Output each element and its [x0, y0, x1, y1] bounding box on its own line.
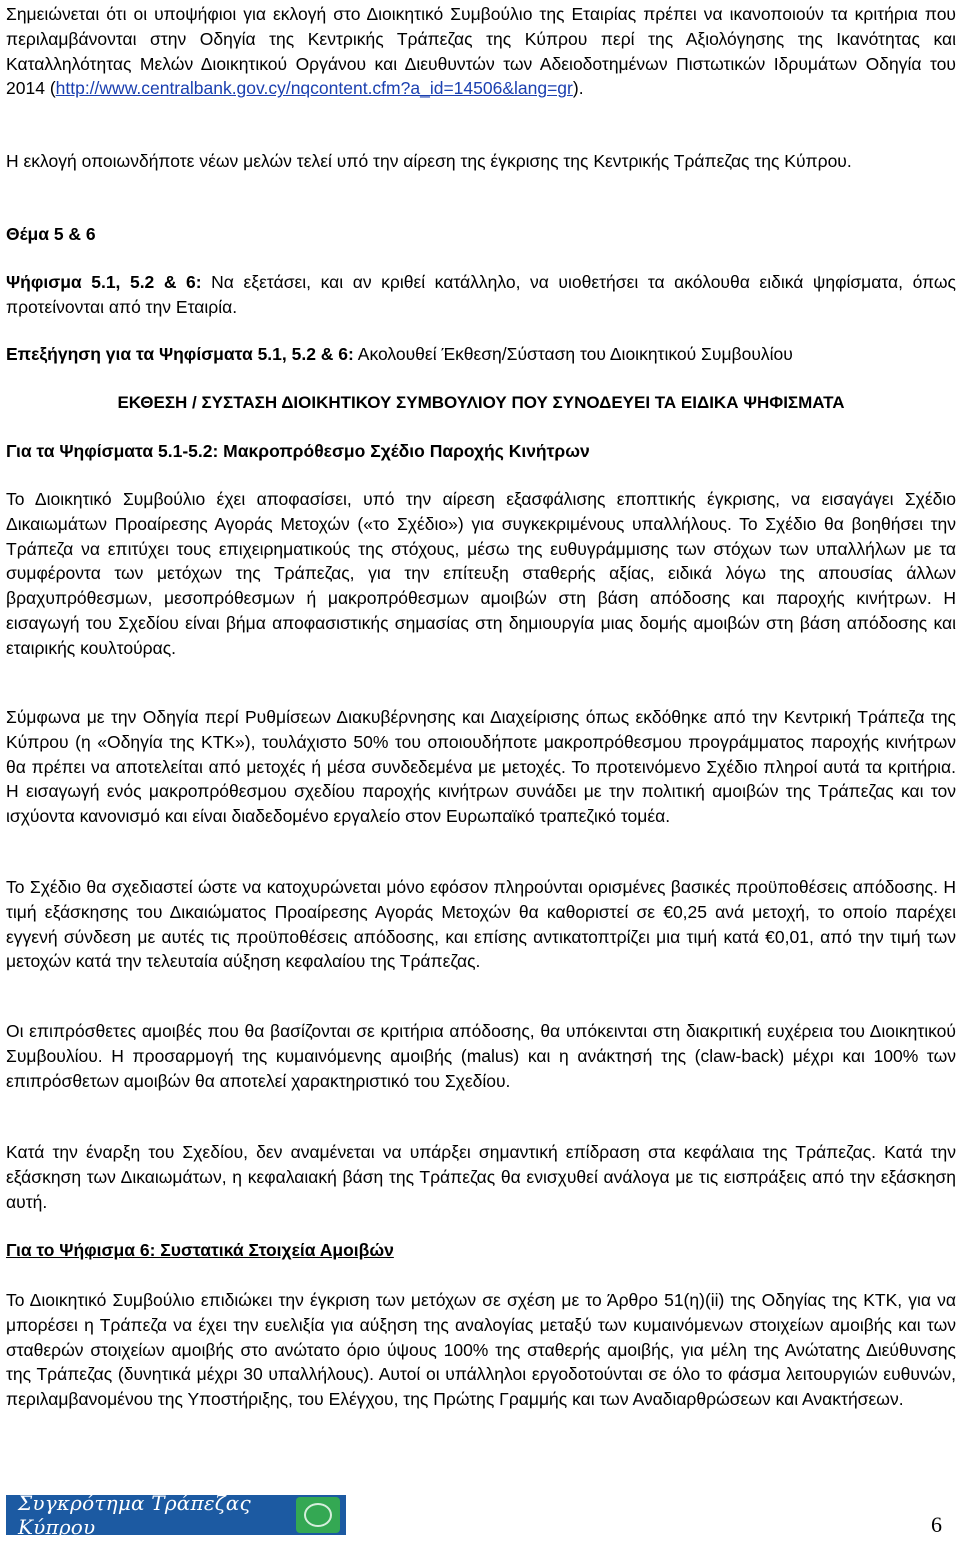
resolution-label: Ψήφισμα 5.1, 5.2 & 6:	[6, 272, 202, 292]
section2-heading: Για το Ψήφισμα 6: Συστατικά Στοιχεία Αμοιβών	[6, 1240, 394, 1260]
paragraph-exercise-price: Το Σχέδιο θα σχεδιαστεί ώστε να κατοχυρώνεται μόνο εφόσον πληρούνται ορισμένες βασικές προϋποθέσεις απόδοσης. Η τιμή εξάσκησης του Δικαιώματος Προαίρεσης Αγοράς Μετοχών θα καθοριστεί σε €0,25 ανά μετοχή, το οποίο παρέχει εγγενή σύνδεση με αυτές τις προϋποθέσεις απόδοσης, και επίσης αντικατοπτρίζει μια τιμή κατά €0,01, από την τιμή των μετοχών κατά την τελευταία αύξηση κεφαλαίου της Τράπεζας.	[6, 877, 956, 972]
paragraph-additional-remuneration: Οι επιπρόσθετες αμοιβές που θα βασίζονται σε κριτήρια απόδοσης, θα υπόκεινται στη διακριτική ευχέρεια του Διοικητικού Συμβουλίου. Η προσαρμογή της κυμαινόμενης αμοιβής (malus) και η ανάκτησή της (claw-back) μέχρι και 100% των επιπρόσθετων αμοιβών θα αποτελεί χαρακτηριστικό του Σχεδίου.	[6, 1021, 956, 1091]
section1-heading: Για τα Ψηφίσματα 5.1-5.2: Μακροπρόθεσμο Σχέδιο Παροχής Κινήτρων	[6, 441, 590, 461]
resolution-text: Να εξετάσει, και αν κριθεί κατάλληλο, να υιοθετήσει τα ακόλουθα ειδικά ψηφίσματα, όπως προτείνονται από την Εταιρία.	[6, 272, 956, 317]
explanation-label: Επεξήγηση για τα Ψηφίσματα 5.1, 5.2 & 6:	[6, 344, 354, 364]
central-bank-link[interactable]: http://www.centralbank.gov.cy/nqcontent.cfm?a_id=14506&lang=gr	[55, 78, 573, 99]
resolution-paragraph	[6, 270, 956, 320]
paragraph-directive: Σύμφωνα με την Οδηγία περί Ρυθμίσεων Διακυβέρνησης και Διαχείρισης όπως εκδόθηκε από την Κεντρική Τράπεζα της Κύπρου (η «Οδηγία της ΚΤΚ»), τουλάχιστο 50% του οποιουδήποτε μακροπρόθεσμου προγράμματος παροχής κινήτρων θα πρέπει να αποτελείται από μετοχές ή μέσα συνδεδεμένα με μετοχές. Το προτεινόμενο Σχέδιο πληροί αυτά τα κριτήρια. Η εισαγωγή ενός μακροπρόθεσμου σχεδίου παροχής κινήτρων συνάδει με την πολιτική αμοιβών της Τράπεζας και τον ισχύοντα κανονισμό και είναι διαδεδομένο εργαλείο στον Ευρωπαϊκό τραπεζικό τομέα.	[6, 707, 956, 827]
paragraph-capital-impact: Κατά την έναρξη του Σχεδίου, δεν αναμένεται να υπάρξει σημαντική επίδραση στα κεφάλαια της Τράπεζας. Κατά την εξάσκηση των Δικαιωμάτων, η κεφαλαιακή βάση της Τράπεζας θα ενισχυθεί ανάλογα με τις εισπράξεις από την εξάσκηση αυτή.	[6, 1142, 956, 1212]
bank-of-cyprus-logo	[6, 1491, 346, 1539]
intro-paragraph	[6, 2, 956, 101]
link-open: (	[49, 78, 56, 99]
community-building-logo-icon	[296, 1497, 340, 1533]
intro-text: Σημειώνεται ότι οι υποψήφιοι για εκλογή στο Διοικητικό Συμβούλιο της Εταιρίας πρέπει να ικανοποιούν τα κριτήρια που περιλαμβάνονται στην Οδηγία της Κεντρικής Τράπεζας της Κύπρου περί της Αξιολόγησης της Ικανότητας και Καταλληλότητας Μελών Διοικητικού Οργάνου και Διευθυντών των Αδειοδοτημένων Πιστωτικών Ιδρυμάτων Οδηγία του 2014	[6, 4, 956, 99]
explanation-paragraph	[6, 342, 956, 367]
paragraph-remuneration-components: Το Διοικητικό Συμβούλιο επιδιώκει την έγκριση των μετόχων σε σχέση με το Άρθρο 51(η)(ii) της Οδηγίας της ΚΤΚ, για να μπορέσει η Τράπεζα να έχει την ευελιξία για αύξηση της αναλογίας μεταξύ των κυμαινόμενων στοιχείων αμοιβής και των σταθερών στοιχείων αμοιβής στο ανώτατο όριο ύψους 100% της σταθερής αμοιβής, για μέλη της Ανώτατης Διεύθυνσης της Τράπεζας (δυνητικά μέχρι 30 υπαλλήλους). Αυτοί οι υπάλληλοι εργοδοτούνται σε όλο το φάσμα λειτουργιών ευθυνών, περιλαμβανομένου της Υποστήριξης, του Ελέγχου, της Πρώτης Γραμμής και των Αναδιαρθρώσεων και Ανακτήσεων.	[6, 1290, 956, 1410]
election-paragraph: Η εκλογή οποιωνδήποτε νέων μελών τελεί υπό την αίρεση της έγκρισης της Κεντρικής Τράπεζας της Κύπρου.	[6, 151, 852, 171]
logo-text: Συγκρότημα Τράπεζας Κύπρου	[18, 1491, 251, 1539]
report-title: ΕΚΘΕΣΗ / ΣΥΣΤΑΣΗ ΔΙΟΙΚΗΤΙΚΟΥ ΣΥΜΒΟΥΛΙΟΥ ΠΟΥ ΣΥΝΟΔΕΥΕΙ ΤΑ ΕΙΔΙΚΑ ΨΗΦΙΣΜΑΤΑ	[117, 393, 845, 412]
paragraph-plan-intro: Το Διοικητικό Συμβούλιο έχει αποφασίσει, υπό την αίρεση εξασφάλισης εποπτικής έγκρισης, να εισαγάγει Σχέδιο Δικαιωμάτων Προαίρεσης Αγοράς Μετοχών («το Σχέδιο») για συγκεκριμένους υπαλλήλους. Το Σχέδιο θα βοηθήσει την Τράπεζα να επιτύχει τους επιχειρηματικούς της στόχους, μέσω της ευθυγράμμισης των στόχων των υπαλλήλων με τα συμφέροντα των μετόχων της Τράπεζας, για την επίτευξη σταθερής αξίας, ειδικά λόγω της απουσίας άλλων βραχυπρόθεσμων, μεσοπρόθεσμων ή μακροπρόθεσμων αμοιβών στη βάση απόδοσης και παροχής κινήτρων. Η εισαγωγή του Σχεδίου είναι βήμα αποφασιστικής σημασίας στη δημιουργία μιας δομής αμοιβών στη βάση απόδοσης και εταιρικής κουλτούρας.	[6, 489, 956, 658]
page-number: 6	[931, 1512, 942, 1537]
explanation-text: Ακολουθεί Έκθεση/Σύσταση του Διοικητικού Συμβουλίου	[353, 344, 793, 364]
link-close: ).	[572, 78, 584, 99]
topic-heading: Θέμα 5 & 6	[6, 224, 96, 244]
